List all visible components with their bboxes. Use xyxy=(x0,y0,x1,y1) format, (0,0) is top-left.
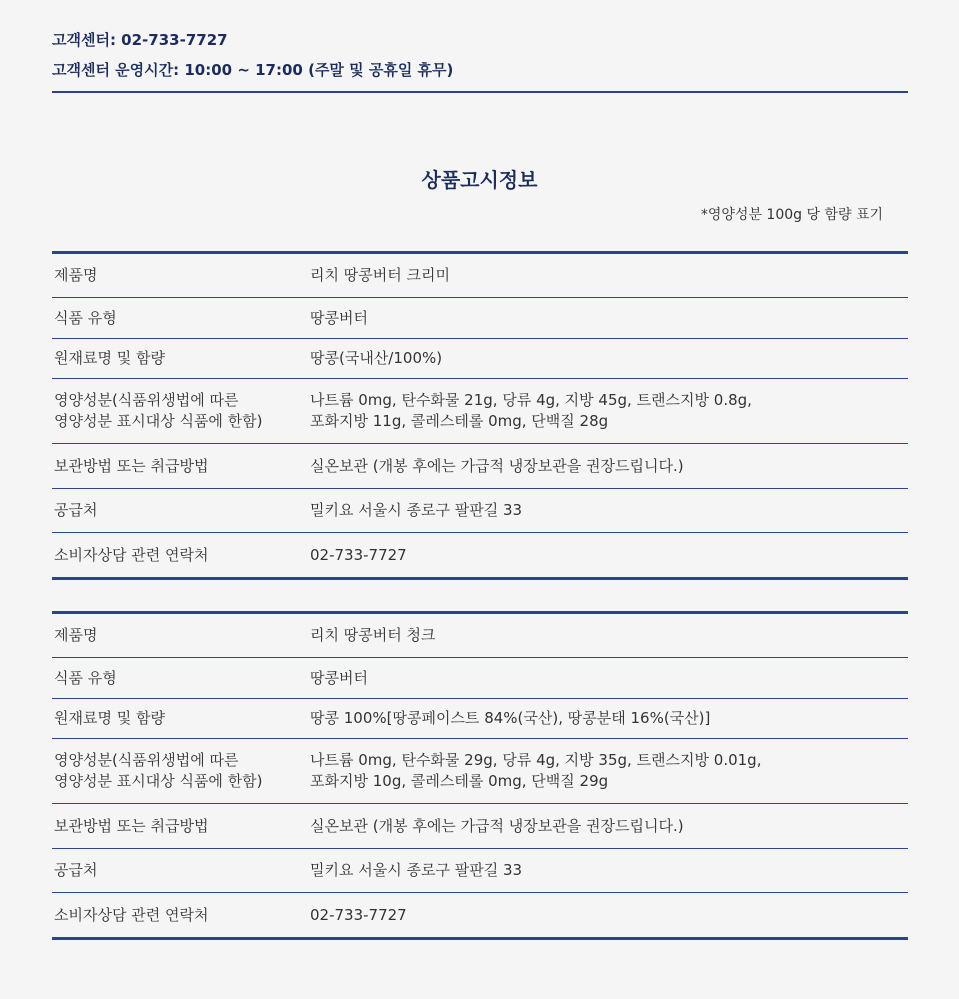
row-label: 소비자상담 관련 연락처 xyxy=(54,905,209,924)
row-value: 리치 땅콩버터 크리미 xyxy=(310,266,450,284)
contact-hours: 고객센터 운영시간: 10:00 ~ 17:00 (주말 및 공휴일 휴무) xyxy=(52,61,454,79)
table-row xyxy=(52,893,908,937)
table-row xyxy=(52,533,908,577)
row-label: 원재료명 및 함량 xyxy=(54,709,165,727)
table-row xyxy=(52,298,908,339)
row-label: 제품명 xyxy=(54,266,98,284)
row-value: 리치 땅콩버터 청크 xyxy=(310,626,436,644)
table-row xyxy=(52,658,908,699)
row-value: 땅콩(국내산/100%) xyxy=(310,349,443,367)
nutrition-note: *영양성분 100g 당 함량 표기 xyxy=(700,207,883,223)
section-title: 상품고시정보 xyxy=(421,168,538,192)
row-label: 소비자상담 관련 연락처 xyxy=(54,545,209,564)
contact-phone: 고객센터: 02-733-7727 xyxy=(52,31,228,49)
table-row xyxy=(52,254,908,298)
table-row xyxy=(52,614,908,658)
table-row xyxy=(52,444,908,489)
row-value: 밀키요 서울시 종로구 팔판길 33 xyxy=(310,861,523,879)
row-label: 제품명 xyxy=(54,626,98,644)
row-value: 땅콩버터 xyxy=(310,308,368,327)
row-label: 공급처 xyxy=(54,861,98,879)
row-label: 영양성분(식품위생법에 따른 영양성분 표시대상 식품에 한함) xyxy=(54,751,263,790)
row-value: 나트륨 0mg, 탄수화물 29g, 당류 4g, 지방 35g, 트랜스지방 0.01g, 포화지방 10g, 콜레스테롤 0mg, 단백질 29g xyxy=(310,751,762,790)
product-info-table-creamy xyxy=(52,251,908,580)
table-row xyxy=(52,699,908,739)
row-value: 02-733-7727 xyxy=(310,905,407,924)
row-value: 실온보관 (개봉 후에는 가급적 냉장보관을 권장드립니다.) xyxy=(310,816,684,835)
table-row xyxy=(52,339,908,379)
table-row xyxy=(52,849,908,893)
table-row xyxy=(52,489,908,533)
table-row xyxy=(52,804,908,849)
row-value: 02-733-7727 xyxy=(310,545,407,564)
row-label: 원재료명 및 함량 xyxy=(54,349,165,367)
row-value: 나트륨 0mg, 탄수화물 21g, 당류 4g, 지방 45g, 트랜스지방 0.8g, 포화지방 11g, 콜레스테롤 0mg, 단백질 28g xyxy=(310,391,752,430)
table-row xyxy=(52,739,908,804)
row-label: 보관방법 또는 취급방법 xyxy=(54,456,209,475)
row-label: 식품 유형 xyxy=(54,308,117,327)
row-label: 식품 유형 xyxy=(54,668,117,687)
table-row xyxy=(52,379,908,444)
row-value: 밀키요 서울시 종로구 팔판길 33 xyxy=(310,501,523,519)
row-value: 땅콩 100%[땅콩페이스트 84%(국산), 땅콩분태 16%(국산)] xyxy=(310,709,711,727)
row-value: 땅콩버터 xyxy=(310,668,368,687)
product-info-table-chunky xyxy=(52,611,908,940)
row-label: 영양성분(식품위생법에 따른 영양성분 표시대상 식품에 한함) xyxy=(54,391,263,430)
contact-info xyxy=(52,28,908,84)
row-label: 보관방법 또는 취급방법 xyxy=(54,816,209,835)
divider xyxy=(52,91,908,93)
row-value: 실온보관 (개봉 후에는 가급적 냉장보관을 권장드립니다.) xyxy=(310,456,684,475)
row-label: 공급처 xyxy=(54,501,98,519)
